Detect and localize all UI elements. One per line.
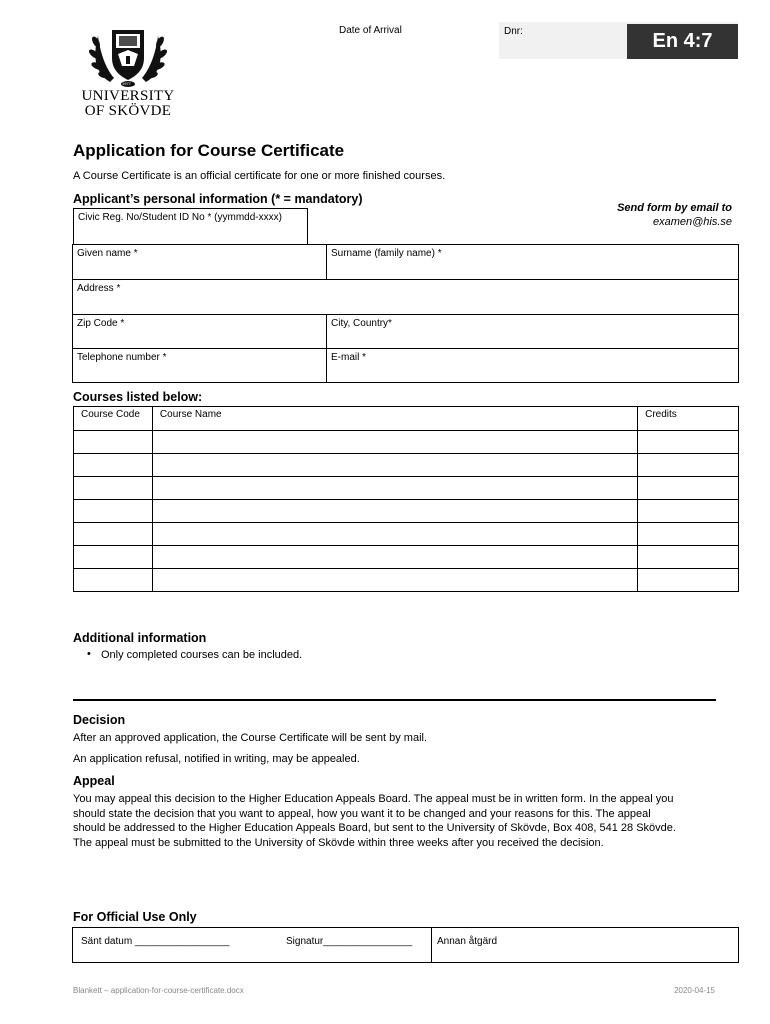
official-use-box	[72, 927, 739, 963]
university-logo	[78, 22, 178, 122]
table-row	[74, 500, 739, 523]
personal-heading: Applicant’s personal information (* = mandatory)	[73, 192, 363, 206]
col-divider	[431, 928, 432, 962]
seal-year: 1977	[122, 81, 131, 86]
date-of-arrival-label: Date of Arrival	[339, 25, 402, 36]
course-code-cell[interactable]	[74, 500, 153, 523]
telephone-label: Telephone number *	[77, 352, 167, 363]
course-code-cell[interactable]	[74, 454, 153, 477]
course-code-cell[interactable]	[74, 431, 153, 454]
bullet-icon: •	[87, 648, 91, 660]
footer-date: 2020-04-15	[674, 986, 715, 995]
civic-reg-field[interactable]	[73, 208, 308, 244]
decision-line-1: After an approved application, the Course Certificate will be sent by mail.	[73, 732, 428, 744]
table-row	[74, 477, 739, 500]
table-header-row	[74, 407, 739, 431]
logo-line-2: OF SKÖVDE	[84, 103, 172, 119]
appeal-line-4: The appeal must be submitted to the University of Skövde within three weeks after you received the decision.	[73, 836, 604, 849]
course-name-cell[interactable]	[152, 523, 637, 546]
course-name-cell[interactable]	[152, 454, 637, 477]
table-row	[74, 523, 739, 546]
sent-date-field[interactable]: Sänt datum _________________	[81, 936, 230, 947]
official-heading: For Official Use Only	[73, 910, 197, 924]
city-country-label: City, Country*	[331, 318, 392, 329]
decision-line-2: An application refusal, notified in writing, may be appealed.	[73, 753, 360, 765]
table-row	[74, 454, 739, 477]
civic-reg-label: Civic Reg. No/Student ID No * (yymmdd-xxxx)	[78, 212, 282, 223]
course-code-cell[interactable]	[74, 523, 153, 546]
courses-table	[73, 406, 739, 592]
dnr-label: Dnr:	[504, 26, 523, 37]
appeal-line-3: should be addressed to the Higher Education Appeals Board, but sent to the University of Skövde, Box 408, 541 28 Skövde.	[73, 822, 676, 834]
col-course-name: Course Name	[152, 407, 637, 431]
credits-cell[interactable]	[638, 500, 739, 523]
surname-label: Surname (family name) *	[331, 248, 442, 259]
credits-cell[interactable]	[638, 523, 739, 546]
logo-line-1: UNIVERSITY	[81, 88, 175, 104]
section-divider	[73, 699, 716, 701]
course-code-cell[interactable]	[74, 546, 153, 569]
table-row	[74, 546, 739, 569]
credits-cell[interactable]	[638, 431, 739, 454]
email-label: E-mail *	[331, 352, 367, 363]
course-code-cell[interactable]	[74, 569, 153, 592]
appeal-heading: Appeal	[73, 774, 115, 788]
telephone-field[interactable]	[73, 349, 326, 382]
credits-cell[interactable]	[638, 477, 739, 500]
personal-info-grid	[72, 244, 739, 383]
footer-filename: Blankett – application-for-course-certificate.docx	[73, 986, 244, 995]
course-code-cell[interactable]	[74, 477, 153, 500]
appeal-line-2: should state the decision that you want to appeal, how you want it to be changed and your reasons for this. The appeal	[73, 807, 651, 820]
course-name-cell[interactable]	[152, 546, 637, 569]
appeal-text	[73, 792, 676, 850]
courses-heading: Courses listed below:	[73, 390, 203, 404]
given-name-field[interactable]	[73, 245, 326, 279]
course-name-cell[interactable]	[152, 569, 637, 592]
credits-cell[interactable]	[638, 569, 739, 592]
given-name-label: Given name *	[77, 248, 138, 259]
send-form-label: Send form by email to	[617, 202, 732, 214]
city-country-field[interactable]	[327, 315, 738, 348]
appeal-line-1: You may appeal this decision to the Higher Education Appeals Board. The appeal must be in written form. In the appeal you	[73, 793, 674, 805]
signature-field[interactable]: Signatur________________	[286, 936, 413, 947]
course-name-cell[interactable]	[152, 431, 637, 454]
additional-bullet-text: Only completed courses can be included.	[101, 649, 303, 661]
address-label: Address *	[77, 283, 121, 294]
col-course-code: Course Code	[74, 407, 153, 431]
intro-text: A Course Certificate is an official certificate for one or more finished courses.	[73, 170, 446, 182]
additional-heading: Additional information	[73, 631, 207, 645]
table-row	[74, 569, 739, 592]
table-row	[74, 431, 739, 454]
course-name-cell[interactable]	[152, 477, 637, 500]
col-credits: Credits	[638, 407, 739, 431]
surname-field[interactable]	[327, 245, 738, 279]
page-title: Application for Course Certificate	[73, 141, 345, 160]
zip-code-field[interactable]	[73, 315, 326, 348]
dnr-field[interactable]	[499, 22, 738, 59]
form-code-badge: En 4:7	[627, 24, 738, 59]
credits-cell[interactable]	[638, 454, 739, 477]
university-seal-icon	[78, 22, 178, 88]
other-action-field[interactable]: Annan åtgärd	[437, 936, 498, 947]
email-field[interactable]	[327, 349, 738, 382]
credits-cell[interactable]	[638, 546, 739, 569]
zip-code-label: Zip Code *	[77, 318, 125, 329]
decision-heading: Decision	[73, 713, 126, 727]
send-email: examen@his.se	[652, 216, 732, 228]
course-name-cell[interactable]	[152, 500, 637, 523]
address-field[interactable]	[73, 280, 738, 314]
